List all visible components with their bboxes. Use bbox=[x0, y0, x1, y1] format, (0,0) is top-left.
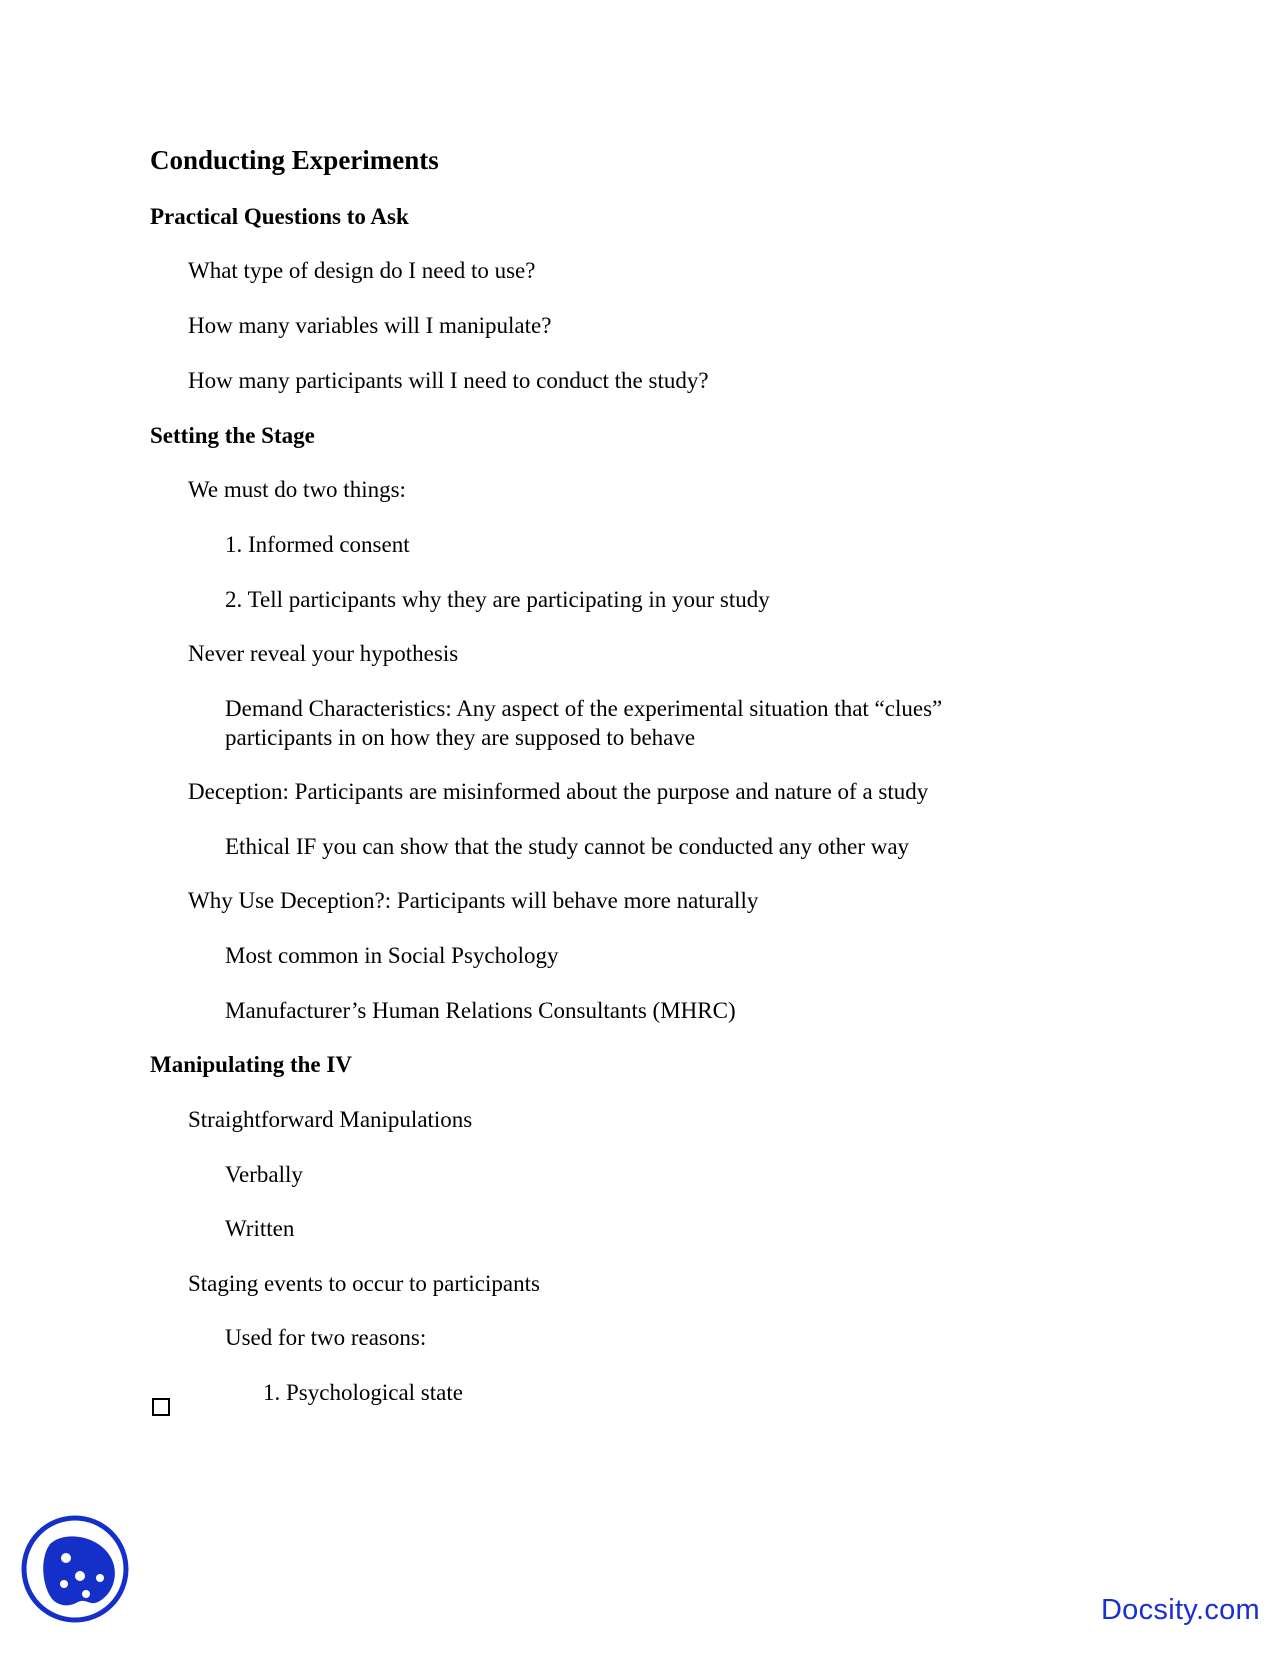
deception-definition: Deception: Participants are misinformed about the purpose and nature of a study bbox=[188, 779, 929, 804]
mhrc-example: Manufacturer’s Human Relations Consultants (MHRC) bbox=[225, 998, 736, 1023]
section-heading-practical-questions: Practical Questions to Ask bbox=[150, 204, 409, 229]
numbered-item-informed-consent: 1. Informed consent bbox=[225, 532, 410, 557]
page-title: Conducting Experiments bbox=[150, 145, 439, 175]
most-common-social-psychology: Most common in Social Psychology bbox=[225, 943, 559, 968]
staging-events: Staging events to occur to participants bbox=[188, 1271, 540, 1296]
checkbox-icon bbox=[152, 1398, 170, 1416]
docsity-brand-link[interactable]: Docsity.com bbox=[1100, 1594, 1260, 1626]
docsity-logo-icon bbox=[20, 1514, 130, 1624]
why-use-deception: Why Use Deception?: Participants will behave more naturally bbox=[188, 888, 759, 913]
ethical-condition: Ethical IF you can show that the study cannot be conducted any other way bbox=[225, 834, 910, 859]
straightforward-manipulations: Straightforward Manipulations bbox=[188, 1107, 473, 1132]
manipulation-written: Written bbox=[225, 1216, 295, 1241]
section-heading-setting-the-stage: Setting the Stage bbox=[150, 423, 315, 448]
never-reveal-hypothesis: Never reveal your hypothesis bbox=[188, 641, 459, 666]
question-design-type: What type of design do I need to use? bbox=[188, 258, 536, 283]
demand-characteristics-line-2: participants in on how they are supposed to behave bbox=[225, 725, 696, 750]
question-participants: How many participants will I need to conduct the study? bbox=[188, 368, 709, 393]
reason-psychological-state: 1. Psychological state bbox=[263, 1380, 463, 1405]
question-variables: How many variables will I manipulate? bbox=[188, 313, 552, 338]
section-heading-manipulating-iv: Manipulating the IV bbox=[150, 1052, 352, 1077]
numbered-item-tell-participants: 2. Tell participants why they are participating in your study bbox=[225, 587, 770, 612]
two-things-intro: We must do two things: bbox=[188, 477, 406, 502]
used-for-two-reasons: Used for two reasons: bbox=[225, 1325, 427, 1350]
demand-characteristics-line-1: Demand Characteristics: Any aspect of the experimental situation that “clues” bbox=[225, 696, 943, 721]
manipulation-verbally: Verbally bbox=[225, 1162, 303, 1187]
